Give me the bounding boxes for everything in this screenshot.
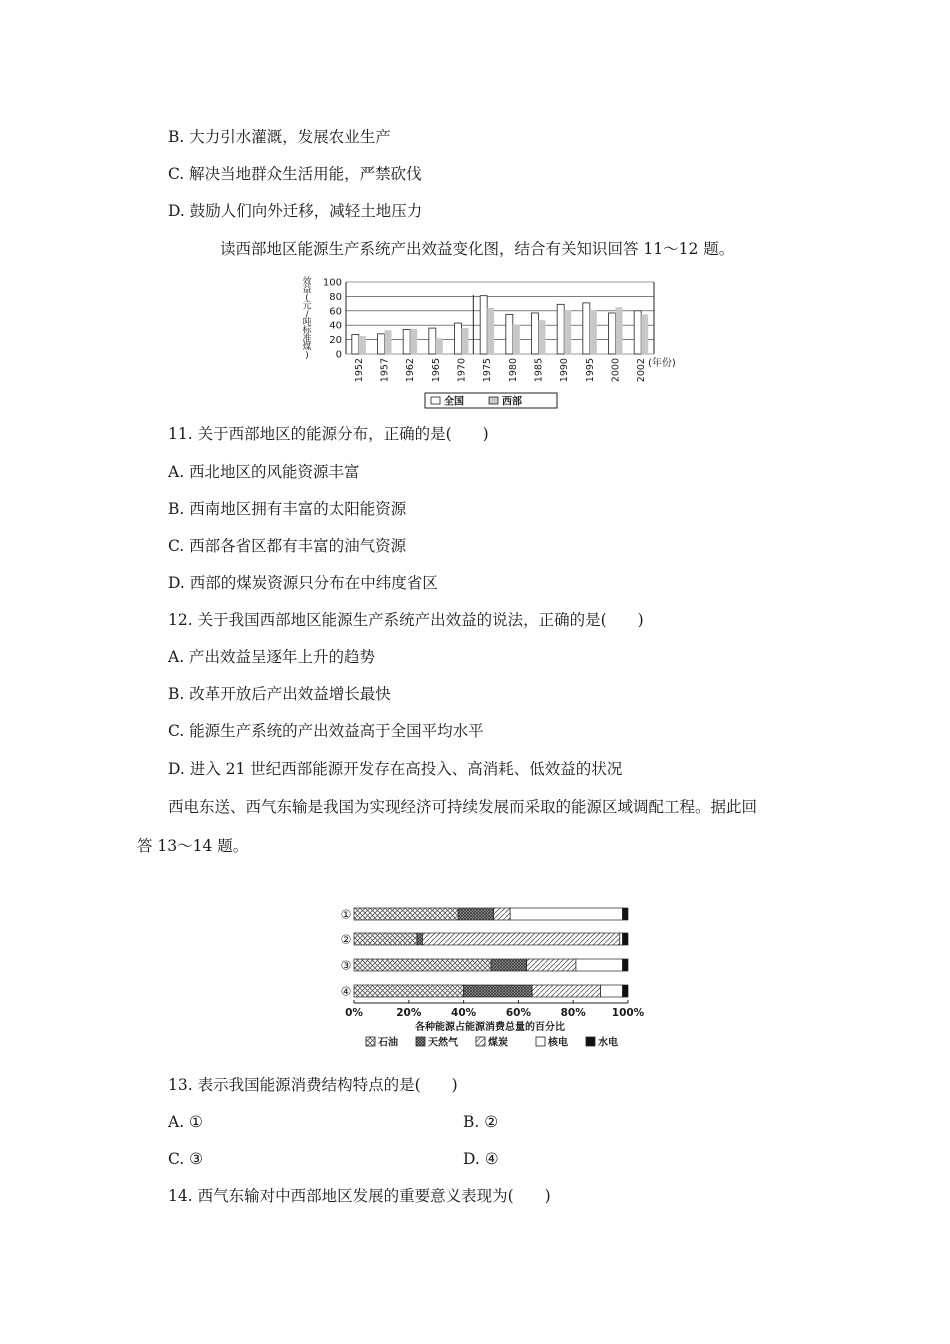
y-axis-label-char: / xyxy=(305,309,309,320)
q12-option-d: D. 进入 21 世纪西部能源开发存在高投入、高消耗、低效益的状况 xyxy=(168,760,623,778)
x-tick-label: 1965 xyxy=(430,358,442,383)
q12-option-c: C. 能源生产系统的产出效益高于全国平均水平 xyxy=(168,722,484,740)
q12-option-b: B. 改革开放后产出效益增长最快 xyxy=(168,685,391,703)
q13-option-a: A. ① xyxy=(168,1113,203,1131)
x-tick-label: 40% xyxy=(451,1007,477,1019)
intro-13-14-line2: 答 13～14 题。 xyxy=(137,837,249,855)
x-tick-label: 100% xyxy=(611,1007,645,1019)
y-axis-label-char: 益 xyxy=(302,285,312,296)
x-tick-label: 1952 xyxy=(353,358,365,383)
segment-天然气 xyxy=(458,908,494,920)
y-tick-label: 40 xyxy=(329,320,342,332)
segment-核电 xyxy=(576,959,623,971)
y-axis-label-char: ) xyxy=(305,350,309,361)
bar-全国 xyxy=(532,313,539,354)
q11-option-b: B. 西南地区拥有丰富的太阳能资源 xyxy=(168,500,407,518)
bar-西部 xyxy=(590,310,597,354)
q11-option-c: C. 西部各省区都有丰富的油气资源 xyxy=(168,537,407,555)
x-tick-label: 1980 xyxy=(507,358,519,383)
legend-label: 核电 xyxy=(548,1037,568,1049)
segment-水电 xyxy=(623,908,628,920)
y-axis-label-char: 准 xyxy=(302,334,312,345)
y-tick-label: 20 xyxy=(329,335,342,347)
q13-option-d: D. ④ xyxy=(463,1150,499,1168)
bar-全国 xyxy=(634,311,641,354)
bar-西部 xyxy=(385,330,392,354)
benefit-bar-chart xyxy=(290,270,690,415)
bar-全国 xyxy=(455,323,462,354)
x-tick-label: 60% xyxy=(505,1007,531,1019)
y-tick-label: 0 xyxy=(335,349,342,361)
bar-全国 xyxy=(557,304,564,354)
q10-option-c: C. 解决当地群众生活用能，严禁砍伐 xyxy=(168,165,422,183)
x-tick-label: 80% xyxy=(560,1007,586,1019)
y-axis-label-char: 吨 xyxy=(302,318,312,328)
bar-西部 xyxy=(487,308,494,354)
x-tick-label: 1957 xyxy=(379,358,391,383)
segment-水电 xyxy=(623,959,628,971)
segment-煤炭 xyxy=(532,985,601,997)
bar-西部 xyxy=(539,320,546,354)
bar-西部 xyxy=(641,314,648,354)
q12-option-a: A. 产出效益呈逐年上升的趋势 xyxy=(168,648,376,666)
chart-legend xyxy=(425,393,557,408)
q10-option-b: B. 大力引水灌溉，发展农业生产 xyxy=(168,128,391,146)
bar-西部 xyxy=(462,328,469,354)
legend-swatch xyxy=(366,1037,375,1046)
legend-label: 全国 xyxy=(444,396,464,408)
category-label: ② xyxy=(340,932,352,947)
legend-swatch xyxy=(431,397,440,404)
intro-11-12: 读西部地区能源生产系统产出效益变化图，结合有关知识回答 11～12 题。 xyxy=(220,240,735,258)
x-tick-label: 1995 xyxy=(584,358,596,383)
segment-石油 xyxy=(354,908,458,920)
x-tick-label: 0% xyxy=(345,1007,363,1019)
legend-label: 西部 xyxy=(502,396,522,408)
x-tick-label: 1985 xyxy=(533,358,545,383)
y-axis-label-char: 煤 xyxy=(302,342,312,353)
bar-西部 xyxy=(513,324,520,354)
intro-13-14-line1: 西电东送、西气东输是我国为实现经济可持续发展而采取的能源区域调配工程。据此回 xyxy=(168,798,758,816)
bar-全国 xyxy=(352,335,359,354)
legend-label: 煤炭 xyxy=(488,1037,508,1049)
bar-全国 xyxy=(378,334,385,354)
y-axis-label-char: 元 xyxy=(302,301,312,312)
segment-天然气 xyxy=(417,933,422,945)
segment-石油 xyxy=(354,985,464,997)
q11-stem: 11. 关于西部地区的能源分布，正确的是( ) xyxy=(168,425,489,443)
legend-swatch xyxy=(489,397,498,404)
q13-option-b: B. ② xyxy=(463,1113,499,1131)
q10-option-d: D. 鼓励人们向外迁移，减轻土地压力 xyxy=(168,202,423,220)
bar-全国 xyxy=(583,303,590,354)
x-tick-label: 2000 xyxy=(610,358,622,383)
legend-label: 石油 xyxy=(378,1037,398,1049)
legend-label: 水电 xyxy=(598,1037,618,1049)
legend-swatch xyxy=(586,1037,595,1046)
y-tick-label: 60 xyxy=(329,306,342,318)
bar-全国 xyxy=(506,314,513,354)
x-tick-label: 1990 xyxy=(559,358,571,383)
segment-煤炭 xyxy=(494,908,510,920)
legend-swatch xyxy=(536,1037,545,1046)
segment-核电 xyxy=(510,908,622,920)
segment-水电 xyxy=(623,933,628,945)
category-label: ① xyxy=(340,907,352,922)
category-label: ③ xyxy=(340,958,352,973)
x-axis-label: 各种能源占能源消费总量的百分比 xyxy=(415,1022,565,1033)
y-axis-label-char: ( xyxy=(305,293,309,304)
bar-全国 xyxy=(609,313,616,354)
chart-legend xyxy=(366,1036,618,1049)
segment-天然气 xyxy=(464,985,532,997)
bar-全国 xyxy=(403,330,410,354)
legend-swatch xyxy=(416,1037,425,1046)
q14-stem: 14. 西气东输对中西部地区发展的重要意义表现为( ) xyxy=(168,1187,551,1205)
bar-西部 xyxy=(436,338,443,354)
segment-煤炭 xyxy=(527,959,576,971)
segment-天然气 xyxy=(491,959,527,971)
y-axis-label xyxy=(302,275,312,361)
x-axis-label: (年份) xyxy=(648,358,676,369)
x-tick-label: 1962 xyxy=(405,358,417,383)
bar-全国 xyxy=(429,328,436,354)
bar-西部 xyxy=(410,329,417,354)
y-axis-label-char: 标 xyxy=(302,326,312,337)
q11-option-d: D. 西部的煤炭资源只分布在中纬度省区 xyxy=(168,574,438,592)
q13-stem: 13. 表示我国能源消费结构特点的是( ) xyxy=(168,1076,458,1094)
energy-structure-chart xyxy=(330,898,650,1053)
legend-label: 天然气 xyxy=(428,1037,458,1049)
segment-石油 xyxy=(354,933,417,945)
q13-option-c: C. ③ xyxy=(168,1150,204,1168)
bar-全国 xyxy=(480,296,487,354)
x-tick-label: 1975 xyxy=(482,358,494,383)
bar-西部 xyxy=(616,307,623,354)
x-tick-label: 2002 xyxy=(636,358,648,383)
segment-核电 xyxy=(601,985,623,997)
y-tick-label: 100 xyxy=(322,277,342,289)
x-tick-label: 1970 xyxy=(456,358,468,383)
bar-西部 xyxy=(359,336,366,354)
legend-swatch xyxy=(476,1037,485,1046)
category-label: ④ xyxy=(340,984,352,999)
segment-煤炭 xyxy=(423,933,620,945)
x-tick-label: 20% xyxy=(396,1007,422,1019)
q12-stem: 12. 关于我国西部地区能源生产系统产出效益的说法，正确的是( ) xyxy=(168,611,644,629)
q11-option-a: A. 西北地区的风能资源丰富 xyxy=(168,463,360,481)
segment-水电 xyxy=(623,985,628,997)
segment-核电 xyxy=(620,933,623,945)
segment-石油 xyxy=(354,959,491,971)
y-axis-label-char: 效 xyxy=(302,277,312,287)
bar-西部 xyxy=(564,310,571,354)
y-tick-label: 80 xyxy=(329,291,342,303)
